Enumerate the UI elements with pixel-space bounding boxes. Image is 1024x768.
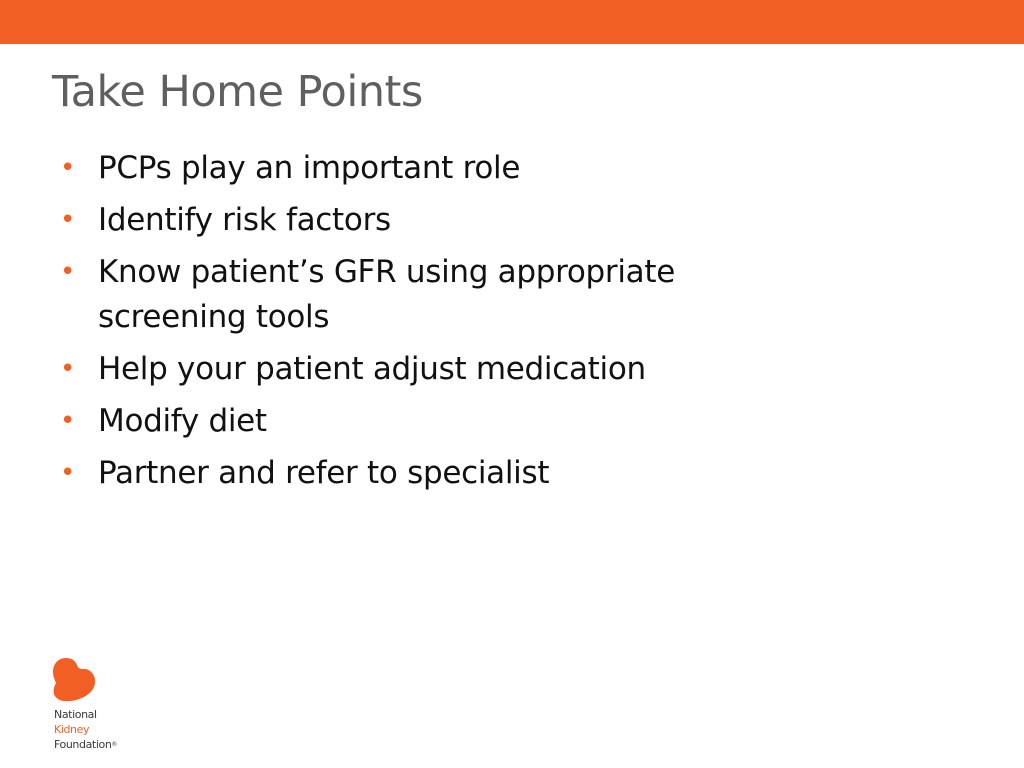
logo-line-national: National bbox=[54, 708, 97, 721]
logo-line-kidney: Kidney bbox=[54, 723, 90, 736]
bullet-dot-icon: • bbox=[60, 458, 76, 488]
bullet-text: Modify diet bbox=[98, 403, 267, 439]
nkf-logo bbox=[52, 656, 162, 756]
top-accent-bar bbox=[0, 0, 1024, 44]
registered-mark: ® bbox=[111, 741, 118, 748]
logo-wordmark bbox=[54, 707, 117, 752]
bullet-item bbox=[60, 250, 760, 340]
kidney-icon bbox=[52, 656, 96, 702]
bullet-item bbox=[60, 347, 760, 392]
bullet-text: PCPs play an important role bbox=[98, 150, 521, 186]
bullet-item bbox=[60, 451, 760, 496]
logo-foundation-text: Foundation bbox=[54, 738, 112, 751]
bullet-text: Know patient’s GFR using appropriate screening tools bbox=[98, 254, 676, 335]
slide-title: Take Home Points bbox=[52, 67, 423, 117]
bullet-dot-icon: • bbox=[60, 205, 76, 235]
bullet-text: Identify risk factors bbox=[98, 202, 391, 238]
bullet-text: Help your patient adjust medication bbox=[98, 351, 646, 387]
bullet-dot-icon: • bbox=[60, 354, 76, 384]
bullet-dot-icon: • bbox=[60, 257, 76, 287]
bullet-item bbox=[60, 146, 760, 191]
bullet-dot-icon: • bbox=[60, 406, 76, 436]
logo-line-foundation bbox=[54, 737, 117, 752]
bullet-item bbox=[60, 198, 760, 243]
bullet-list bbox=[60, 146, 760, 503]
bullet-text: Partner and refer to specialist bbox=[98, 455, 550, 491]
bullet-item bbox=[60, 399, 760, 444]
bullet-dot-icon: • bbox=[60, 153, 76, 183]
